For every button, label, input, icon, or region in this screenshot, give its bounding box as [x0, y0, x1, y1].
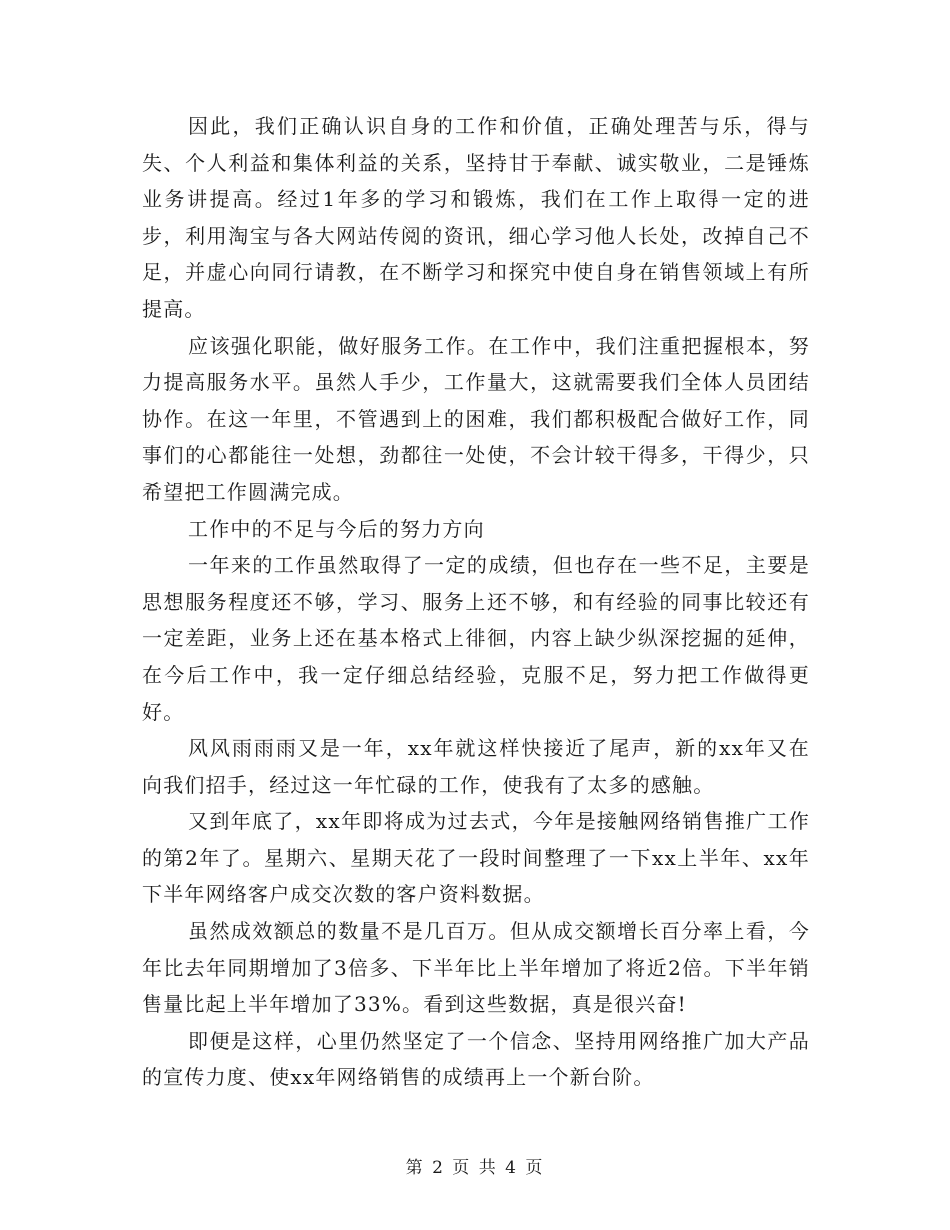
paragraph-2: 应该强化职能，做好服务工作。在工作中，我们注重把握根本，努力提高服务水平。虽然人手少，工作量大，这就需要我们全体人员团结协作。在这一年里，不管遇到上的困难，我们都积极配合做好工作，同事们的心都能往一处想，劲都往一处使，不会计较干得多，干得少，只希望把工作圆满完成。 [142, 333, 810, 504]
paragraph-7: 即便是这样，心里仍然坚定了一个信念、坚持用网络推广加大产品的宣传力度、使xx年网络销售的成绩再上一个新台阶。 [142, 1028, 810, 1090]
paragraph-5: 又到年底了，xx年即将成为过去式，今年是接触网络销售推广工作的第2年了。星期六、星期天花了一段时间整理了一下xx上半年、xx年下半年网络客户成交次数的客户资料数据。 [142, 809, 810, 907]
paragraph-6: 虽然成效额总的数量不是几百万。但从成交额增长百分率上看，今年比去年同期增加了3倍多、下半年比上半年增加了将近2倍。下半年销售量比起上半年增加了33%。看到这些数据，真是很兴奋! [142, 919, 810, 1017]
page-number-footer: 第 2 页 共 4 页 [405, 1158, 545, 1178]
paragraph-1: 因此，我们正确认识自身的工作和价值，正确处理苦与乐，得与失、个人利益和集体利益的关系，坚持甘于奉献、诚实敬业，二是锤炼业务讲提高。经过1年多的学习和锻炼，我们在工作上取得一定的进步，利用淘宝与各大网站传阅的资讯，细心学习他人长处，改掉自己不足，并虚心向同行请教，在不断学习和探究中使自身在销售领域上有所提高。 [142, 114, 810, 321]
paragraph-4: 风风雨雨雨又是一年，xx年就这样快接近了尾声，新的xx年又在向我们招手，经过这一年忙碌的工作，使我有了太多的感触。 [142, 736, 810, 797]
section-heading: 工作中的不足与今后的努力方向 [188, 516, 485, 541]
document-body [142, 108, 810, 1096]
paragraph-3: 一年来的工作虽然取得了一定的成绩，但也存在一些不足，主要是思想服务程度还不够，学习、服务上还不够，和有经验的同事比较还有一定差距，业务上还在基本格式上徘徊，内容上缺少纵深挖掘的延伸，在今后工作中，我一定仔细总结经验，克服不足，努力把工作做得更好。 [142, 553, 810, 724]
